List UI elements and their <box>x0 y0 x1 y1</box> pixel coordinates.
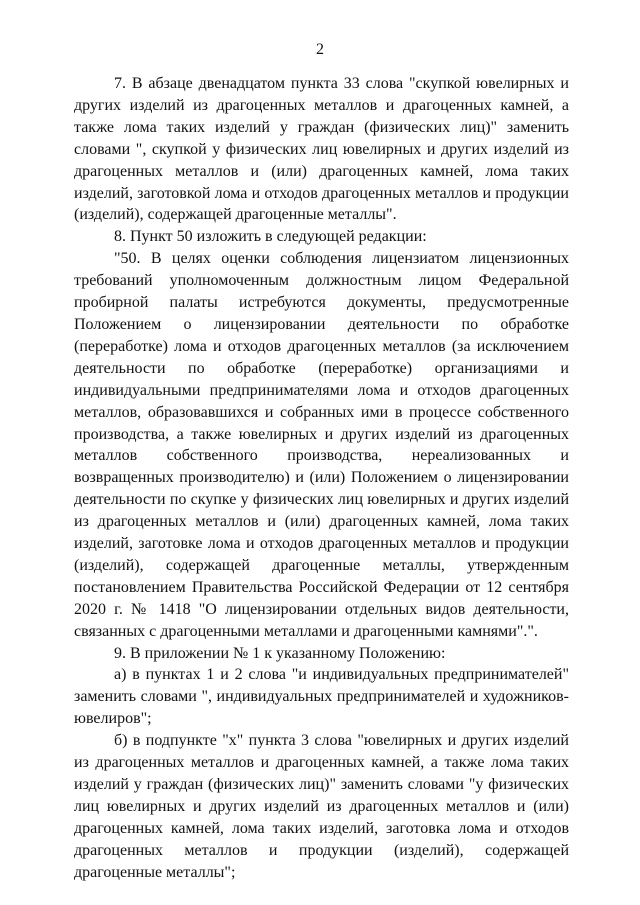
paragraph-point-50-text: "50. В целях оценки соблюдения лицензиатом лицензионных требований уполномоченным должностным лицом Федеральной пробирной палаты истребуются документы, предусмотренные Положением о лицензировании деятельности по обработке (переработке) лома и отходов драгоценных металлов (за исключением деятельности по обработке (переработке) организациями и индивидуальными предпринимателями лома и отходов драгоценных металлов, образовавшихся и собранных ими в процессе собственного производства, а также ювелирных и других изделий из драгоценных металлов собственного производства, нереализованных и возвращенных производителю) и (или) Положением о лицензировании деятельности по скупке у физических лиц ювелирных и других изделий из драгоценных металлов и (или) драгоценных камней, лома таких изделий, заготовке лома и отходов драгоценных металлов и продукции (изделий), содержащей драгоценные металлы, утвержденным постановлением Правительства Российской Федерации от 12 сентября 2020 г. № 1418 "О лицензировании отдельных видов деятельности, связанных с драгоценными металлами и драгоценными камнями".". <box>74 250 569 640</box>
paragraph-item-9: 9. В приложении № 1 к указанному Положению: <box>114 644 446 662</box>
page-number: 2 <box>316 41 324 58</box>
document-body <box>74 73 569 884</box>
paragraph-subitem-b: б) в подпункте "х" пункта 3 слова "ювелирных и других изделий из драгоценных металлов и драгоценных камней, а также лома таких изделий у граждан (физических лиц)" заменить словами "у физических лиц ювелирных и других изделий из драгоценных металлов и (или) драгоценных камней, лома таких изделий, заготовка лома и отходов драгоценных металлов и продукции (изделий), содержащей драгоценные металлы"; <box>74 732 569 881</box>
paragraph-item-8: 8. Пункт 50 изложить в следующей редакции: <box>114 228 427 246</box>
paragraph-item-7: 7. В абзаце двенадцатом пункта 33 слова "скупкой ювелирных и других изделий из драгоценных металлов и драгоценных камней, а также лома таких изделий у граждан (физических лиц)" заменить словами ", скупкой у физических лиц ювелирных и других изделий из драгоценных металлов и (или) драгоценных камней, лома таких изделий, заготовкой лома и отходов драгоценных металлов и продукции (изделий), содержащей драгоценные металлы". <box>74 75 569 224</box>
paragraph-subitem-a: а) в пунктах 1 и 2 слова "и индивидуальных предпринимателей" заменить словами ", индивидуальных предпринимателей и художников-ювелиров"; <box>74 666 569 728</box>
